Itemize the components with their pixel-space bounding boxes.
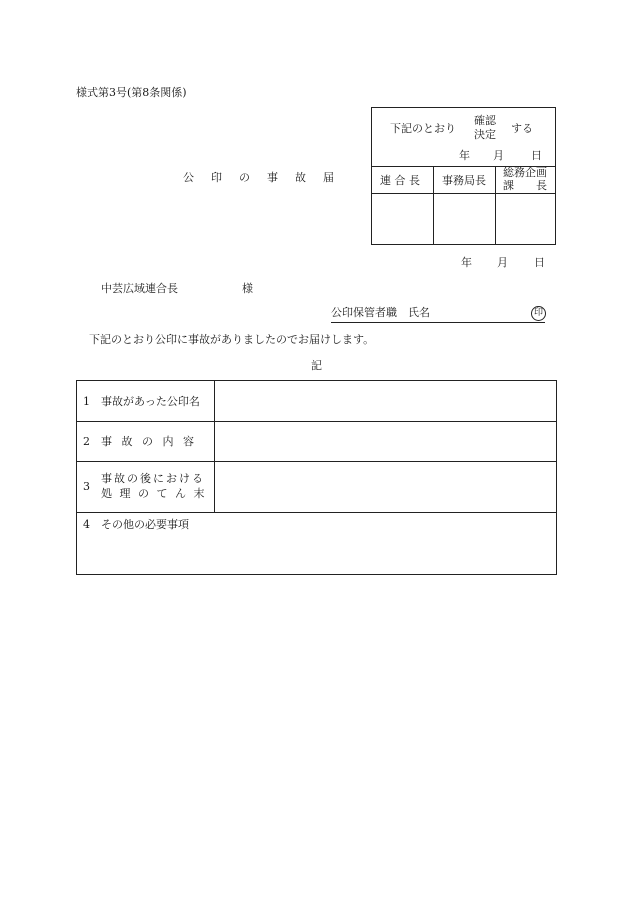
row-number: 1 xyxy=(83,395,90,408)
row-value-aftermath[interactable] xyxy=(216,462,556,511)
approval-col-division-head-line2: 課 長 xyxy=(503,179,547,192)
approval-date-day: 日 xyxy=(531,149,542,162)
approval-col-chairman: 連 合 長 xyxy=(380,174,420,187)
row-value-seal-name[interactable] xyxy=(216,382,556,420)
submission-year: 年 xyxy=(461,256,472,269)
row-label-aftermath-line2: 処 理 の て ん 末 xyxy=(101,487,207,500)
stamp-cell-secretary-general[interactable] xyxy=(434,194,495,244)
submitter-underline xyxy=(331,322,545,323)
addressee: 中芸広域連合長 xyxy=(101,282,178,295)
approval-choice-confirm: 確認 xyxy=(474,114,496,127)
stamp-cell-division-head[interactable] xyxy=(496,194,556,244)
row-number: 2 xyxy=(83,435,90,448)
body-text: 下記のとおり公印に事故がありましたのでお届けします。 xyxy=(89,333,375,346)
submission-month: 月 xyxy=(497,256,508,269)
row-value-incident-details[interactable] xyxy=(216,422,556,460)
approval-box xyxy=(371,107,556,245)
row-value-other-matters[interactable] xyxy=(78,533,556,573)
approval-col-division-head-line1: 総務企画 xyxy=(503,166,547,179)
approval-col-secretary-general: 事務局長 xyxy=(442,174,486,187)
submitter-name-field[interactable] xyxy=(440,303,528,321)
row-number: 4 xyxy=(83,518,90,531)
approval-suffix: する xyxy=(511,122,533,135)
submitter-label: 公印保管者職 氏名 xyxy=(331,306,430,319)
row-label-aftermath-line1: 事故の後における xyxy=(101,472,205,485)
row-label-other-matters: その他の必要事項 xyxy=(101,518,189,531)
row-label-seal-name: 事故があった公印名 xyxy=(101,395,200,408)
seal-mark: 印 xyxy=(531,306,546,321)
form-title: 公印の事故届 xyxy=(183,171,351,184)
approval-prefix: 下記のとおり xyxy=(390,122,456,135)
honorific: 様 xyxy=(242,282,253,295)
row-label-incident-details: 事 故 の 内 容 xyxy=(101,435,197,448)
stamp-cell-chairman[interactable] xyxy=(372,194,433,244)
submission-day: 日 xyxy=(534,256,545,269)
approval-date-month: 月 xyxy=(493,149,504,162)
approval-choice-decide: 決定 xyxy=(474,128,496,141)
records-table xyxy=(76,380,557,575)
row-number: 3 xyxy=(83,480,90,493)
approval-date-year: 年 xyxy=(459,149,470,162)
form-number: 様式第3号(第8条関係) xyxy=(76,86,187,99)
ki-heading: 記 xyxy=(311,359,322,372)
